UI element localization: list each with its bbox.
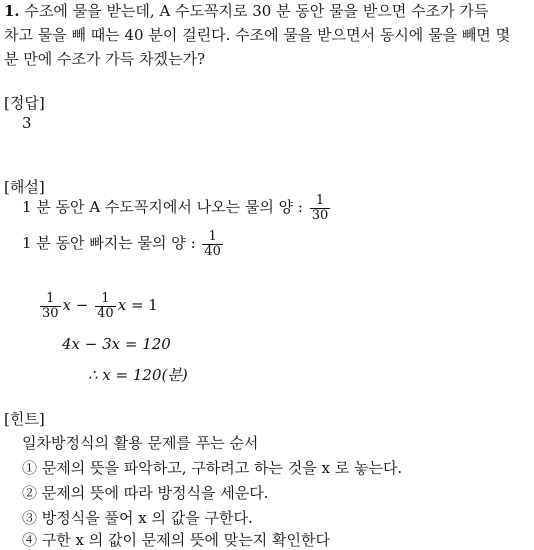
hint-step-2: ② 문제의 뜻에 따라 방정식을 세운다. xyxy=(22,484,269,502)
fraction-denominator: 30 xyxy=(42,305,59,321)
equation-1-fraction-a xyxy=(40,292,61,320)
equation-1 xyxy=(38,292,158,320)
equation-1-fraction-b xyxy=(95,292,116,320)
question-line-2: 차고 물을 빼 때는 40 분이 걸린다. 수조에 물을 받으면서 동시에 물을 빼면 몇 xyxy=(4,26,511,44)
hint-step-1: ① 문제의 뜻을 파악하고, 구하려고 하는 것을 x 로 놓는다. xyxy=(22,459,403,477)
solution-line-2-text: 1 분 동안 빠지는 물의 양 : xyxy=(22,234,196,253)
solution-line-2 xyxy=(22,230,225,258)
equation-1-variable-b: x xyxy=(117,296,127,315)
equation-1-variable-a: x xyxy=(62,296,72,315)
fraction-numerator: 1 xyxy=(202,230,223,245)
answer-header: [정답] xyxy=(4,94,45,112)
hint-step-3: ③ 방정식을 풀어 x 의 값을 구한다. xyxy=(22,509,253,527)
solution-line-1 xyxy=(22,194,332,222)
hint-step-4: ④ 구한 x 의 값이 문제의 뜻에 맞는지 확인한다 xyxy=(22,531,330,549)
solution-header: [해설] xyxy=(4,178,45,196)
fraction-denominator: 30 xyxy=(311,207,329,223)
solution-line-1-text: 1 분 동안 A 수도꼭지에서 나오는 물의 양 : xyxy=(22,198,303,217)
fraction-numerator: 1 xyxy=(40,292,61,307)
equation-2: 4x − 3x = 120 xyxy=(62,335,171,353)
fraction-one-fortieth xyxy=(202,230,223,258)
question-line-3: 분 만에 수조가 가득 차겠는가? xyxy=(4,50,205,68)
hint-title: 일차방정식의 활용 문제를 푸는 순서 xyxy=(22,434,259,452)
answer-value: 3 xyxy=(22,114,32,132)
fraction-one-thirtieth xyxy=(310,194,331,222)
fraction-numerator: 1 xyxy=(95,292,116,307)
equation-1-rhs: = 1 xyxy=(130,296,158,315)
question-text-1: 수조에 물을 받는데, A 수도꼭지로 30 분 동안 물을 받으면 수조가 가득 xyxy=(24,2,489,20)
fraction-numerator: 1 xyxy=(310,194,331,209)
equation-1-minus: − xyxy=(75,296,89,315)
question-number: 1. xyxy=(4,2,20,20)
hint-header: [힌트] xyxy=(4,410,45,428)
equation-3: ∴ x = 120(분) xyxy=(88,366,188,384)
question-line-1 xyxy=(4,0,488,21)
fraction-denominator: 40 xyxy=(204,243,221,259)
fraction-denominator: 40 xyxy=(97,305,114,321)
